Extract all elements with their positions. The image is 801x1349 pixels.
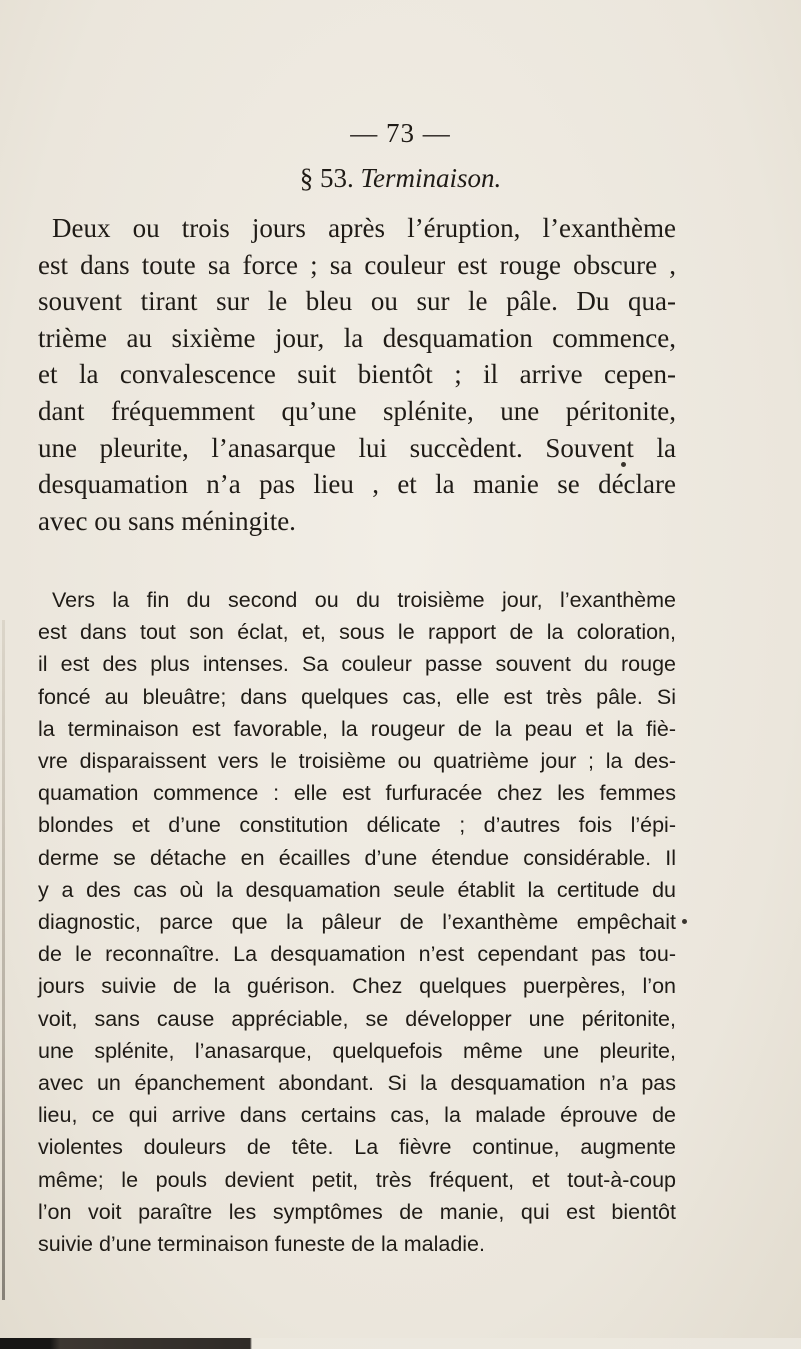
paragraph-main	[38, 210, 676, 539]
text-line: avec ou sans méningite.	[38, 505, 296, 536]
page-bottom-edge	[0, 1338, 801, 1349]
text-line: est dans toute sa force ; sa couleur est rouge obscure ,	[38, 249, 676, 280]
text-line: Vers la fin du second ou du troisième jour, l’exanthème	[52, 588, 676, 612]
page-number: — 73 —	[350, 118, 451, 148]
text-line: foncé au bleuâtre; dans quelques cas, elle est très pâle. Si	[38, 684, 676, 709]
text-line: est dans tout son éclat, et, sous le rapport de la coloration,	[38, 620, 676, 645]
paragraph-secondary	[38, 584, 676, 1260]
text-line: de le reconnaître. La desquamation n’est cependant pas tou-	[38, 942, 676, 967]
text-line: violentes douleurs de tête. La fièvre continue, augmente	[38, 1135, 676, 1160]
margin-shadow	[2, 620, 5, 1300]
text-line: souvent tirant sur le bleu ou sur le pâle. Du qua-	[38, 286, 676, 317]
text-line: la terminaison est favorable, la rougeur de la peau et la fiè-	[38, 716, 676, 741]
text-line: une splénite, l’anasarque, quelquefois même une pleurite,	[38, 1038, 676, 1063]
text-line: desquamation n’a pas lieu , et la manie se déclare	[38, 469, 676, 500]
text-line: quamation commence : elle est furfuracée chez les femmes	[38, 781, 676, 806]
ink-speck	[682, 919, 687, 924]
text-line: blondes et d’une constitution délicate ; d’autres fois l’épi-	[38, 813, 676, 838]
text-line: y a des cas où la desquamation seule établit la certitude du	[38, 877, 676, 902]
text-line: diagnostic, parce que la pâleur de l’exanthème empêchait	[38, 910, 676, 935]
text-line: avec un épanchement abondant. Si la desquamation n’a pas	[38, 1071, 676, 1096]
text-line: même; le pouls devient petit, très fréquent, et tout-à-coup	[38, 1167, 676, 1192]
section-number: § 53.	[299, 163, 354, 193]
section-title: Terminaison.	[360, 163, 502, 193]
section-heading	[0, 163, 801, 194]
text-line: et la convalescence suit bientôt ; il arrive cepen-	[38, 359, 676, 390]
text-line: trième au sixième jour, la desquamation commence,	[38, 322, 676, 353]
text-line: lieu, ce qui arrive dans certains cas, la malade éprouve de	[38, 1103, 676, 1128]
text-line: Deux ou trois jours après l’éruption, l’exanthème	[52, 213, 676, 243]
text-line: suivie d’une terminaison funeste de la maladie.	[38, 1232, 485, 1257]
text-line: jours suivie de la guérison. Chez quelques puerpères, l’on	[38, 974, 676, 999]
text-line: l’on voit paraître les symptômes de manie, qui est bientôt	[38, 1199, 676, 1224]
text-line: voit, sans cause appréciable, se développer une péritonite,	[38, 1006, 676, 1031]
text-line: vre disparaissent vers le troisième ou quatrième jour ; la des-	[38, 749, 676, 774]
text-line: une pleurite, l’anasarque lui succèdent. Souvent la	[38, 432, 676, 463]
text-line: dant fréquemment qu’une splénite, une péritonite,	[38, 395, 676, 426]
text-line: derme se détache en écailles d’une étendue considérable. Il	[38, 845, 676, 870]
text-line: il est des plus intenses. Sa couleur passe souvent du rouge	[38, 652, 676, 677]
